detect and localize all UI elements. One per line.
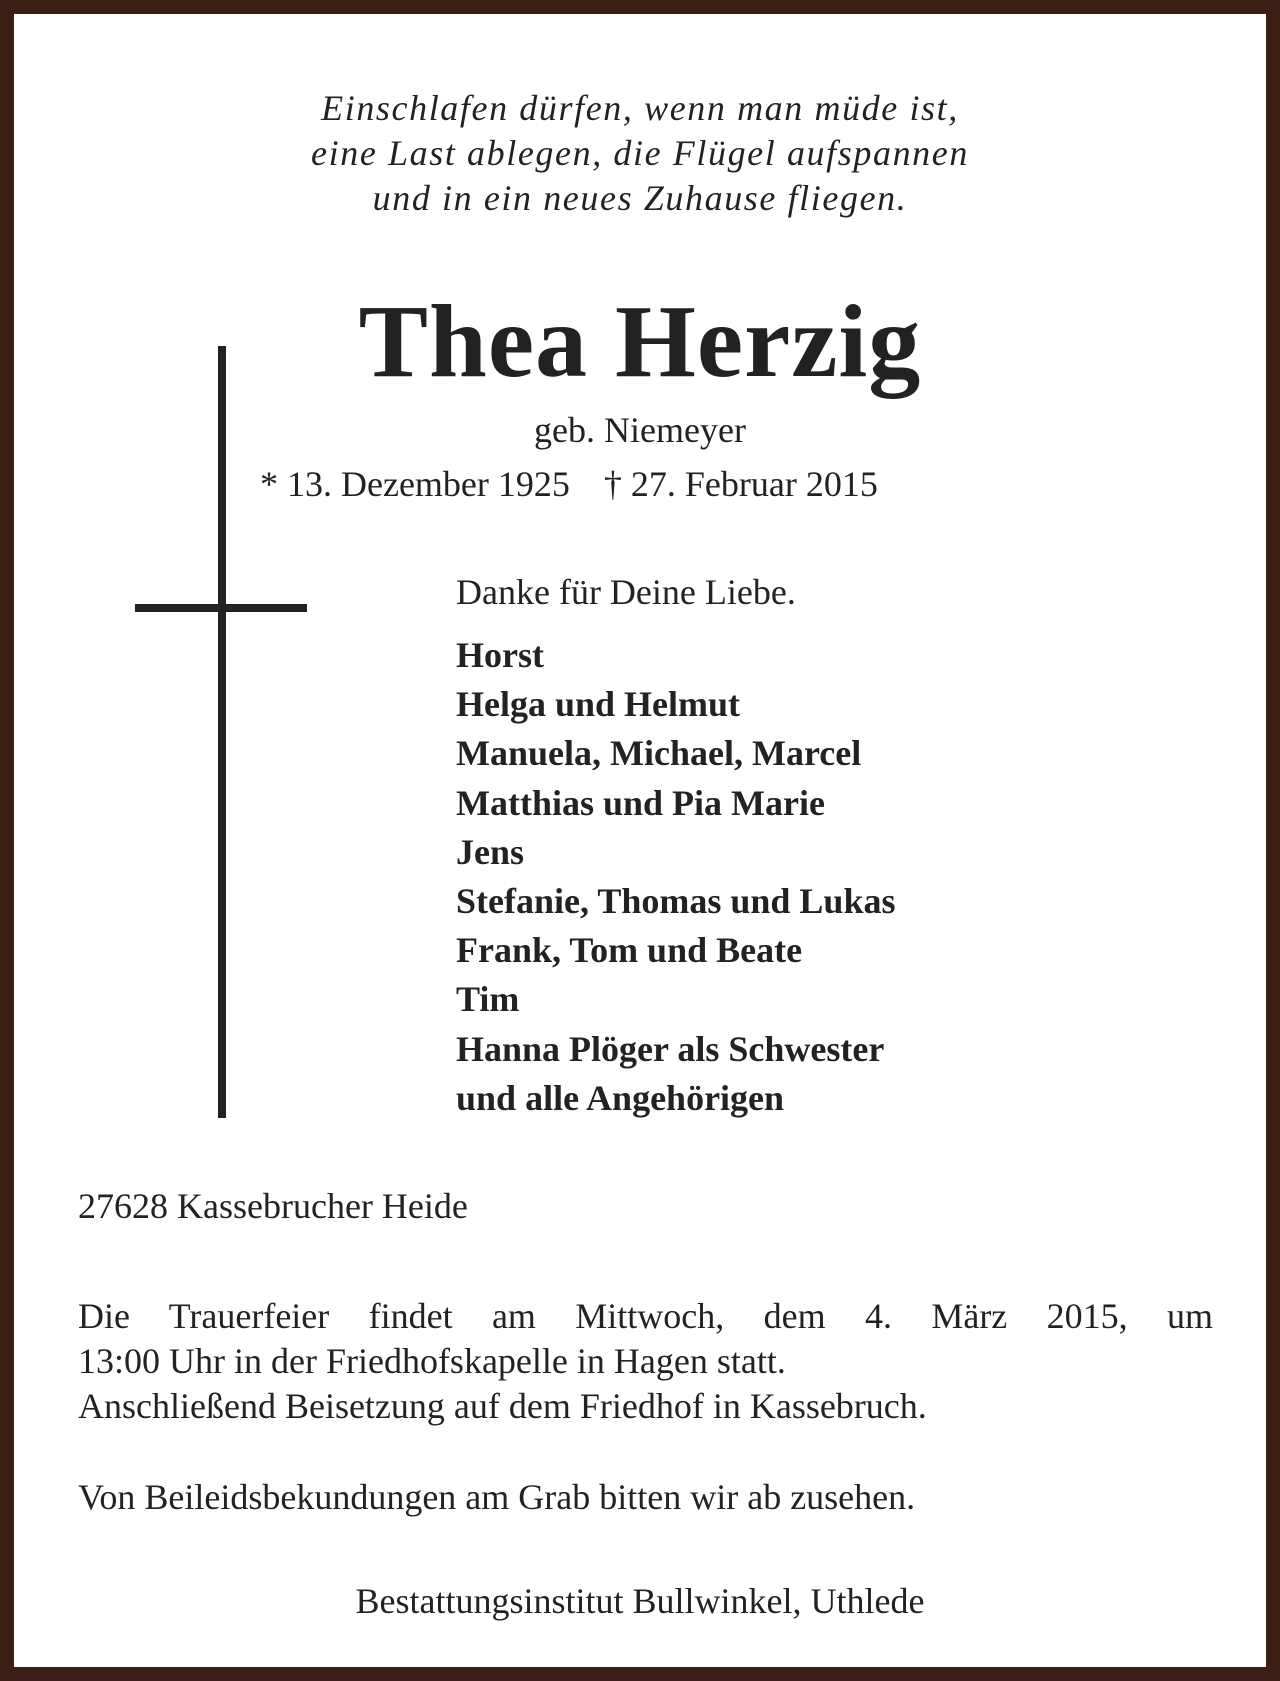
- condolence-note: Von Beileidsbekundungen am Grab bitten wir ab zusehen.: [78, 1477, 916, 1517]
- service-line: 13:00 Uhr in der Friedhofskapelle in Hagen statt.: [78, 1341, 786, 1381]
- service-info: [78, 1294, 1213, 1429]
- cross-icon: [218, 346, 226, 1118]
- mourner: Manuela, Michael, Marcel: [456, 733, 862, 774]
- cross-icon-bar: [135, 604, 307, 612]
- mourner: Matthias und Pia Marie: [456, 782, 825, 823]
- life-dates: [260, 462, 878, 506]
- address: 27628 Kassebrucher Heide: [78, 1186, 468, 1226]
- mourner: Frank, Tom und Beate: [456, 930, 803, 971]
- service-line: Anschließend Beisetzung auf dem Friedhof in Kassebruch.: [78, 1386, 927, 1426]
- deceased-name: Thea Herzig: [358, 284, 922, 399]
- mourner: Horst: [456, 635, 544, 675]
- obituary-notice: [14, 14, 1266, 1667]
- poem: [14, 86, 1266, 221]
- mourners-list: [456, 631, 896, 1123]
- mourner: Jens: [456, 831, 525, 872]
- undertaker: Bestattungsinstitut Bullwinkel, Uthlede: [355, 1581, 925, 1621]
- mourner: Helga und Helmut: [456, 684, 741, 725]
- mourner: Hanna Plöger als Schwester: [456, 1028, 885, 1069]
- poem-line: Einschlafen dürfen, wenn man müde ist,: [321, 88, 959, 128]
- death-date: † 27. Februar 2015: [603, 464, 878, 504]
- birth-date: * 13. Dezember 1925: [260, 464, 570, 504]
- service-line: Die Trauerfeier findet am Mittwoch, dem 4. März 2015, um: [78, 1296, 1213, 1336]
- mourner: und alle Angehörigen: [456, 1077, 785, 1118]
- poem-line: eine Last ablegen, die Flügel aufspannen: [311, 133, 969, 173]
- mourner: Tim: [456, 979, 520, 1020]
- mourner: Stefanie, Thomas und Lukas: [456, 881, 896, 922]
- birth-name: geb. Niemeyer: [534, 410, 746, 450]
- poem-line: und in ein neues Zuhause fliegen.: [372, 178, 908, 218]
- thanks-line: Danke für Deine Liebe.: [456, 572, 796, 612]
